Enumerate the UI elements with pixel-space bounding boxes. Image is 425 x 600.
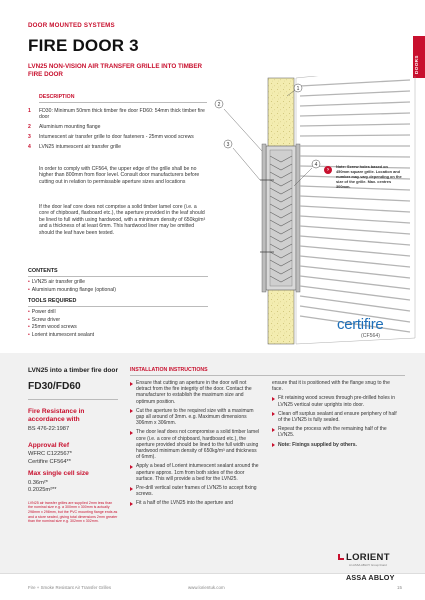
section-label: DOOR MOUNTED SYSTEMS (28, 22, 115, 29)
item-text: Intumescent air transfer grille to door fasteners - 25mm wood screws (39, 133, 194, 140)
door-leaf-top (268, 78, 294, 150)
footer-product-line: Fire + Smoke Resistant Air Transfer Grilles (28, 585, 112, 590)
grille-section-drawing (210, 76, 420, 346)
install-step: Clean off surplus sealant and ensure periphery of half of the LVN25 is fully sealed. (272, 411, 402, 423)
approval-heading: Approval Ref (28, 442, 70, 449)
spec-title: LVN25 into a timber fire door (28, 367, 119, 374)
cell-size-1: 0.36m²* (28, 479, 48, 486)
list-item: • 25mm wood screws (28, 324, 208, 332)
install-step: Fit retaining wood screws through pre-drilled holes in LVN25 vertical outer uprights into door. (272, 395, 402, 407)
note-arrow-icon: › (324, 166, 332, 174)
mounting-flange-left (262, 144, 266, 292)
description-heading: DESCRIPTION (39, 94, 75, 100)
item-number: 3 (28, 133, 31, 140)
install-step: Repeat the process with the remaining half of the LVN25. (272, 426, 402, 438)
description-list (28, 108, 208, 153)
door-leaf-bottom (268, 286, 294, 344)
lorient-tagline: An ASSA ABLOY Group brand (349, 563, 387, 567)
item-text: Aluminium mounting flange (39, 124, 101, 131)
divider (28, 276, 208, 277)
installation-heading: INSTALLATION INSTRUCTIONS (130, 367, 208, 373)
description-item (28, 144, 208, 150)
installation-column-2 (272, 380, 402, 451)
tools-list (28, 309, 208, 339)
side-tab-doors[interactable] (413, 36, 425, 78)
install-step: Cut the aperture to the required size with a maximum gap all around of 3mm. e.g. Maximum dimensions 306mm x 306mm. (130, 408, 260, 427)
list-item: • Power drill (28, 309, 208, 317)
spec-model: FD30/FD60 (28, 381, 81, 392)
install-step: Pre-drill vertical outer frames of LVN25 to accept fixing screws. (130, 485, 260, 497)
liner-paragraph: If the door leaf core does not comprise a solid timber lamel core (i.e. a core of chipboard, flaxboard etc.), the aperture provided in the leaf should be lined to full width using hardwood, with a minimum density of 650kg/m³ and a thickness of at least 6mm. This hardwood liner may be omitted should the leaf have been tested. (39, 204, 206, 236)
assa-abloy-logo: ASSA ABLOY (346, 573, 395, 582)
contents-heading: CONTENTS (28, 268, 58, 274)
install-note: Note: Fixings supplied by others. (272, 442, 402, 448)
install-step: Apply a bead of Lorient intumescent sealant around the aperture approx. 1cm from both sides of the door surface. This will provide a bed for the LVN25. (130, 463, 260, 482)
mounting-flange-right (296, 144, 300, 292)
item-number: 1 (28, 108, 31, 114)
spec-column (28, 367, 118, 524)
divider (28, 306, 208, 307)
install-step-continued: ensure that it is positioned with the flange snug to the face. (272, 380, 390, 393)
page-subtitle: LVN25 NON-VISION AIR TRANSFER GRILLE INTO TIMBER FIRE DOOR (28, 63, 203, 79)
installation-column-1 (130, 380, 260, 510)
list-item: • Lorient intumescent sealant (28, 332, 208, 340)
approval-ref-1: WFRC C122567* (28, 451, 72, 458)
divider (39, 102, 207, 103)
certifire-logo: certifire (337, 316, 384, 333)
compliance-paragraph: In order to comply with CF564, the upper edge of the grille shall be no higher than 800mm from floor level. Consult door manufacturers before cutting out in relation to permissable aperture sizes and locations (39, 166, 200, 185)
item-number: 4 (28, 143, 31, 150)
callout-4-label: 4 (314, 161, 318, 168)
description-item (28, 134, 208, 140)
certifire-code: (CF564) (361, 333, 381, 339)
page-title: FIRE DOOR 3 (28, 36, 139, 55)
divider (130, 375, 405, 376)
cell-size-heading: Max single cell size (28, 470, 89, 478)
callout-2-label: 2 (217, 101, 221, 108)
install-step: Fit a half of the LVN25 into the aperture and (130, 500, 260, 506)
footer-website-link[interactable]: www.lorientuk.com (188, 585, 225, 590)
side-tab-label: DOORS (414, 55, 419, 74)
item-text: FD30: Minimum 50mm thick timber fire door FD60: 54mm thick timber fire door (39, 108, 205, 121)
list-item: • Screw driver (28, 317, 208, 325)
install-step: The door leaf does not compromise a solid timber lamel core (i.e. a core of chipboard, hardboard etc.), the aperture provided should be lined to the full width using hardwood minimum density of 650kg/m³ and thickness of 6mm). (130, 429, 260, 460)
cell-size-2: 0.2025m²** (28, 487, 57, 494)
contents-list (28, 279, 208, 294)
install-step: Ensure that cutting an aperture in the door will not detract from the fire integrity of the door. Contact the manufacturer to establish the maximum size and optimum position. (130, 380, 260, 405)
fire-standard: BS 476-22:1987 (28, 426, 70, 433)
page-number: 15 (397, 585, 402, 590)
divider (0, 573, 425, 574)
callout-3-label: 3 (226, 141, 230, 148)
list-item: • Aluminium mounting flange (optional) (28, 287, 208, 295)
list-item: • LVN25 air transfer grille (28, 279, 208, 287)
fire-resistance-heading: Fire Resistance in accordance with (28, 408, 85, 424)
item-number: 2 (28, 124, 31, 131)
size-note: LVN25 air transfer grilles are supplied 2mm less than the nominal size e.g. a 300mm x 300mm is actually 298mm x 298mm, but the PVC mounting flange ends as and a store sealed, giving total dimensions 2mm greater than the nominal size e.g. 302mm x 302mm. (28, 500, 118, 524)
grille-face-slats (300, 80, 410, 332)
lorient-logo: LORIENT (346, 552, 390, 563)
divider (28, 399, 118, 400)
tools-heading: TOOLS REQUIRED (28, 298, 77, 304)
description-item (28, 108, 208, 121)
approval-ref-2: Certifire CF564** (28, 458, 71, 465)
item-text: LVN25 intumescent air transfer grille (39, 143, 122, 150)
lorient-mark-icon (337, 553, 345, 561)
callout-1-label: 1 (296, 85, 300, 92)
screw-note: Note: Screw holes based on 450mm square grille. Location and number may vary depending on the size of the grille. Max. centres 300mm. (336, 164, 402, 189)
description-item (28, 124, 208, 130)
